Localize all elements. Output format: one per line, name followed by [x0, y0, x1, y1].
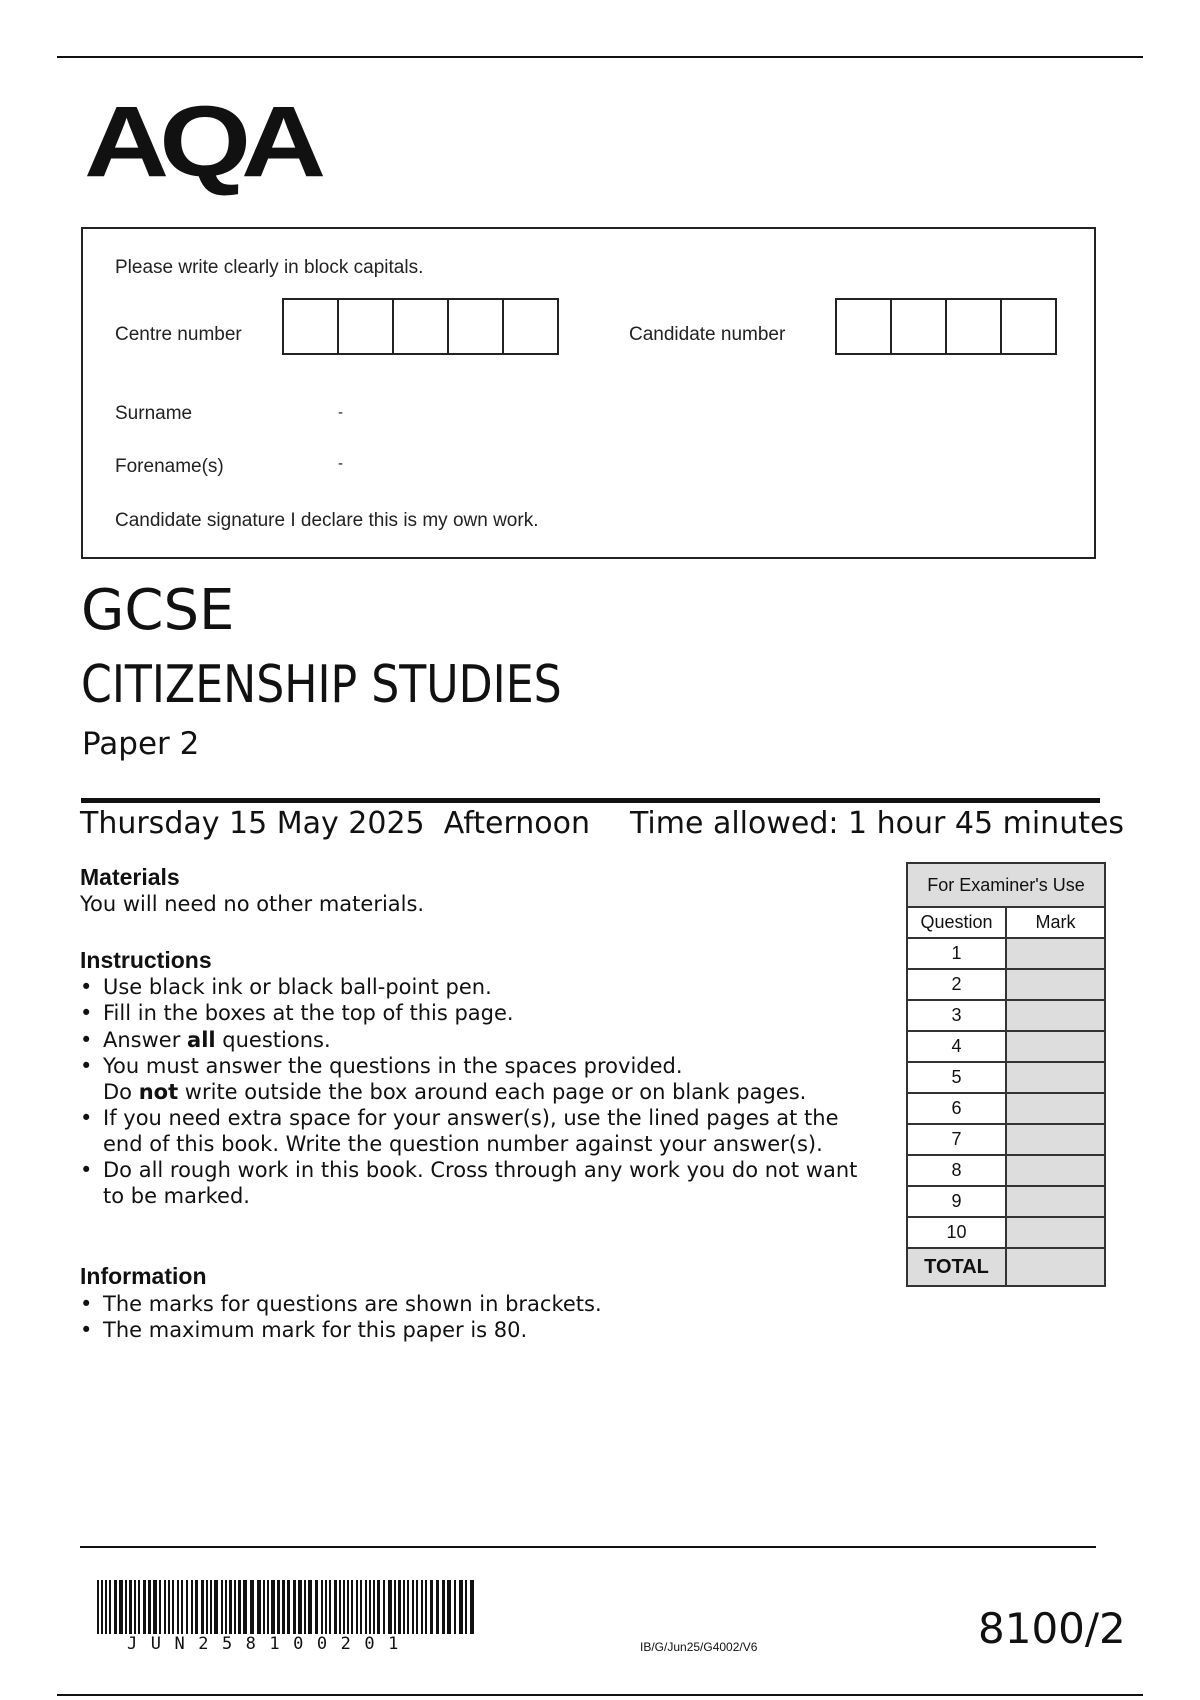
centre-digit-box[interactable]	[392, 298, 449, 355]
candidate-number-boxes[interactable]	[835, 298, 1055, 355]
materials-heading: Materials	[80, 864, 180, 890]
information-list	[80, 1291, 860, 1343]
exam-session: Afternoon	[443, 806, 590, 841]
question-column-header: Question	[907, 907, 1006, 938]
mark-column-header: Mark	[1006, 907, 1105, 938]
time-allowed: Time allowed: 1 hour 45 minutes	[630, 806, 1125, 841]
question-number-cell: 4	[907, 1031, 1006, 1062]
question-number-cell: 9	[907, 1186, 1006, 1217]
forenames-label: Forename(s)	[115, 456, 224, 477]
surname-label: Surname	[115, 403, 193, 424]
question-number-cell: 5	[907, 1062, 1006, 1093]
centre-digit-box[interactable]	[502, 298, 559, 355]
question-number-cell: 10	[907, 1217, 1006, 1248]
block-capitals-instruction: Please write clearly in block capitals.	[115, 257, 424, 278]
qualification-level: GCSE	[81, 578, 235, 643]
candidate-number-label: Candidate number	[629, 324, 786, 345]
table-row	[907, 1093, 1105, 1124]
question-number-cell: 8	[907, 1155, 1006, 1186]
paper-code: 8100/2	[978, 1604, 1126, 1653]
centre-number-label: Centre number	[115, 324, 242, 345]
instruction-continuation: Do not write outside the box around each page or on blank pages.	[103, 1080, 807, 1104]
exam-date: Thursday 15 May 2025	[80, 806, 425, 841]
top-rule	[57, 56, 1143, 58]
question-number-cell: 1	[907, 938, 1006, 969]
mark-cell	[1006, 1124, 1105, 1155]
list-item: • Use black ink or black ball-point pen.	[80, 974, 860, 1000]
mark-cell	[1006, 1217, 1105, 1248]
examiners-use-table	[906, 862, 1106, 1287]
signature-label: Candidate signature I declare this is my own work.	[115, 510, 539, 531]
candidate-digit-box[interactable]	[890, 298, 947, 355]
table-row	[907, 1000, 1105, 1031]
question-number-cell: 2	[907, 969, 1006, 1000]
bottom-rule	[57, 1694, 1143, 1696]
candidate-digit-box[interactable]	[945, 298, 1002, 355]
footer-rule	[80, 1546, 1096, 1548]
mark-cell	[1006, 938, 1105, 969]
list-item: • Answer all questions.	[80, 1027, 860, 1053]
instructions-heading: Instructions	[80, 947, 212, 973]
question-number-cell: 3	[907, 1000, 1006, 1031]
table-row	[907, 1217, 1105, 1248]
barcode-text: JUN258100201	[127, 1634, 412, 1654]
candidate-digit-box[interactable]	[1000, 298, 1057, 355]
table-row	[907, 1062, 1105, 1093]
candidate-details-box	[81, 227, 1096, 559]
list-item: • You must answer the questions in the spaces provided. Do not write outside the box around each page or on blank pages.	[80, 1053, 860, 1105]
title-rule	[81, 798, 1100, 803]
list-item: • The maximum mark for this paper is 80.	[80, 1317, 860, 1343]
barcode-image	[97, 1580, 479, 1634]
aqa-logo: AQA	[84, 86, 317, 199]
list-item: • Fill in the boxes at the top of this page.	[80, 1000, 860, 1026]
document-reference: IB/G/Jun25/G4002/V6	[640, 1640, 758, 1654]
centre-number-boxes[interactable]	[282, 298, 557, 355]
materials-text: You will need no other materials.	[80, 892, 425, 916]
list-item: • If you need extra space for your answer(s), use the lined pages at the end of this book. Write the question number against your answer(s).	[80, 1105, 860, 1157]
centre-digit-box[interactable]	[337, 298, 394, 355]
mark-cell	[1006, 1093, 1105, 1124]
subject-title: CITIZENSHIP STUDIES	[81, 655, 562, 715]
emphasis-text: all	[187, 1028, 216, 1052]
paper-number: Paper 2	[82, 726, 200, 762]
candidate-digit-box[interactable]	[835, 298, 892, 355]
question-number-cell: 7	[907, 1124, 1006, 1155]
mark-cell	[1006, 1062, 1105, 1093]
surname-field[interactable]: -	[338, 405, 344, 421]
mark-cell	[1006, 1031, 1105, 1062]
question-number-cell: 6	[907, 1093, 1006, 1124]
mark-cell	[1006, 969, 1105, 1000]
emphasis-text: not	[138, 1080, 179, 1104]
forenames-field[interactable]: -	[338, 456, 344, 472]
total-label: TOTAL	[907, 1248, 1006, 1286]
table-row	[907, 1031, 1105, 1062]
table-row	[907, 969, 1105, 1000]
mark-cell	[1006, 1155, 1105, 1186]
exam-date-session	[80, 806, 590, 841]
list-item: • The marks for questions are shown in brackets.	[80, 1291, 860, 1317]
total-mark-cell	[1006, 1248, 1105, 1286]
mark-cell	[1006, 1000, 1105, 1031]
centre-digit-box[interactable]	[447, 298, 504, 355]
table-row	[907, 1124, 1105, 1155]
examiners-use-title: For Examiner's Use	[907, 863, 1105, 907]
list-item: • Do all rough work in this book. Cross through any work you do not want to be marked.	[80, 1157, 860, 1209]
centre-digit-box[interactable]	[282, 298, 339, 355]
table-row	[907, 938, 1105, 969]
information-heading: Information	[80, 1263, 207, 1289]
table-row	[907, 1155, 1105, 1186]
table-row	[907, 1186, 1105, 1217]
mark-cell	[1006, 1186, 1105, 1217]
instructions-list	[80, 974, 860, 1209]
